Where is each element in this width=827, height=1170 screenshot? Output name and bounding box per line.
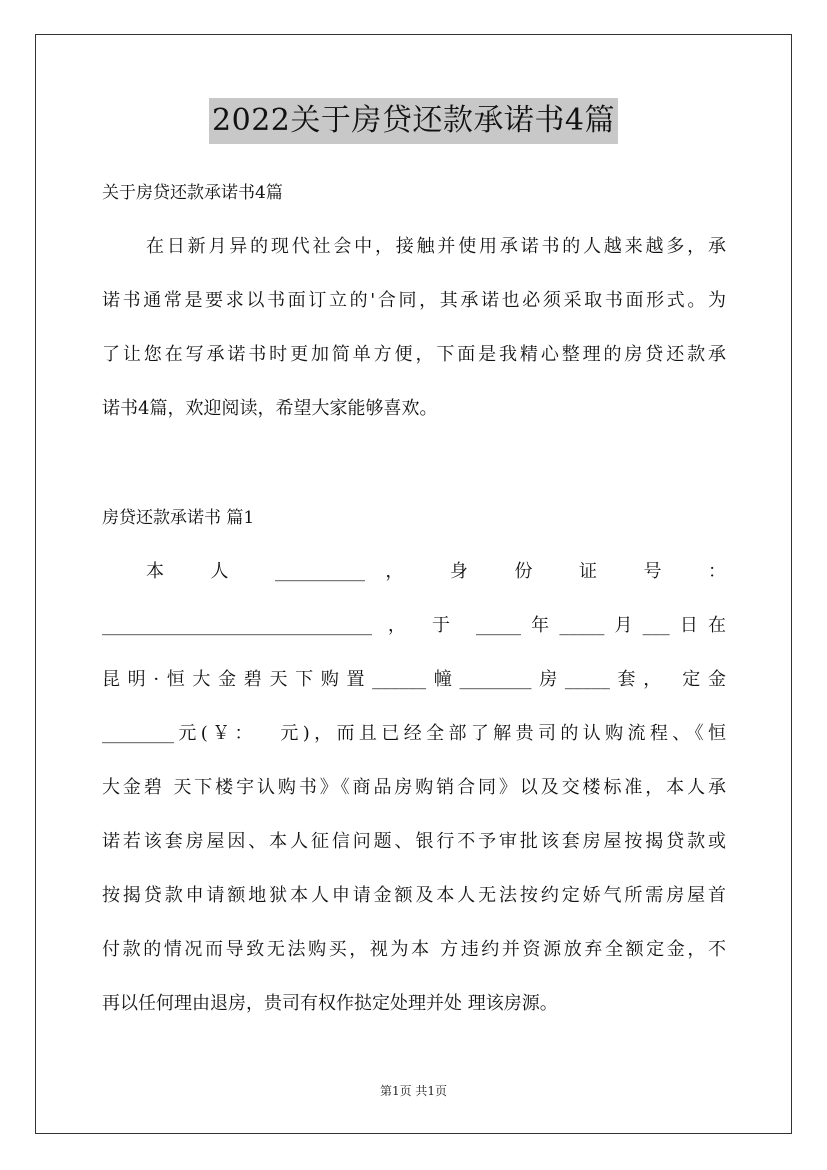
intro-line-1: 在日新月异的现代社会中，接触并使用承诺书的人越来越多，承 — [146, 236, 726, 257]
document-subtitle: 关于房贷还款承诺书4篇 — [102, 183, 283, 203]
body-line-9: 再以任何理由退房，贵司有权作挞定处理并处 理该房源。 — [102, 993, 558, 1014]
intro-line-2: 诺书通常是要求以书面订立的'合同，其承诺也必须采取书面形式。为 — [102, 290, 726, 311]
document-title: 2022关于房贷还款承诺书4篇 — [209, 98, 618, 144]
title-container — [0, 98, 827, 144]
body-line-3: 昆明·恒大金碧天下购置______幢________房_____套， 定金 — [102, 669, 726, 690]
intro-line-3: 了让您在写承诺书时更加简单方便，下面是我精心整理的房贷还款承 — [102, 344, 726, 365]
intro-line-4: 诺书4篇，欢迎阅读，希望大家能够喜欢。 — [102, 398, 438, 419]
section-heading: 房贷还款承诺书 篇1 — [102, 508, 255, 528]
body-line-4: ________元(￥： 元)，而且已经全部了解贵司的认购流程、《恒 — [102, 723, 726, 744]
intro-paragraph — [102, 220, 726, 436]
body-line-5: 大金碧 天下楼宇认购书》《商品房购销合同》以及交楼标准，本人承 — [102, 777, 726, 798]
body-line-2: ______________________________ ， 于 _____年_____月___日在 — [102, 615, 726, 636]
body-line-6: 诺若该套房屋因、本人征信问题、银行不予审批该套房屋按揭贷款或 — [102, 831, 726, 852]
body-line-1: 本 人 __________， 身 份 证 号 ： — [146, 561, 726, 582]
body-line-7: 按揭贷款申请额地狱本人申请金额及本人无法按约定娇气所需房屋首 — [102, 885, 726, 906]
page-footer: 第1页 共1页 — [379, 1084, 448, 1098]
commitment-paragraph — [102, 545, 726, 1031]
body-line-8: 付款的情况而导致无法购买，视为本 方违约并资源放弃全额定金，不 — [102, 939, 726, 960]
